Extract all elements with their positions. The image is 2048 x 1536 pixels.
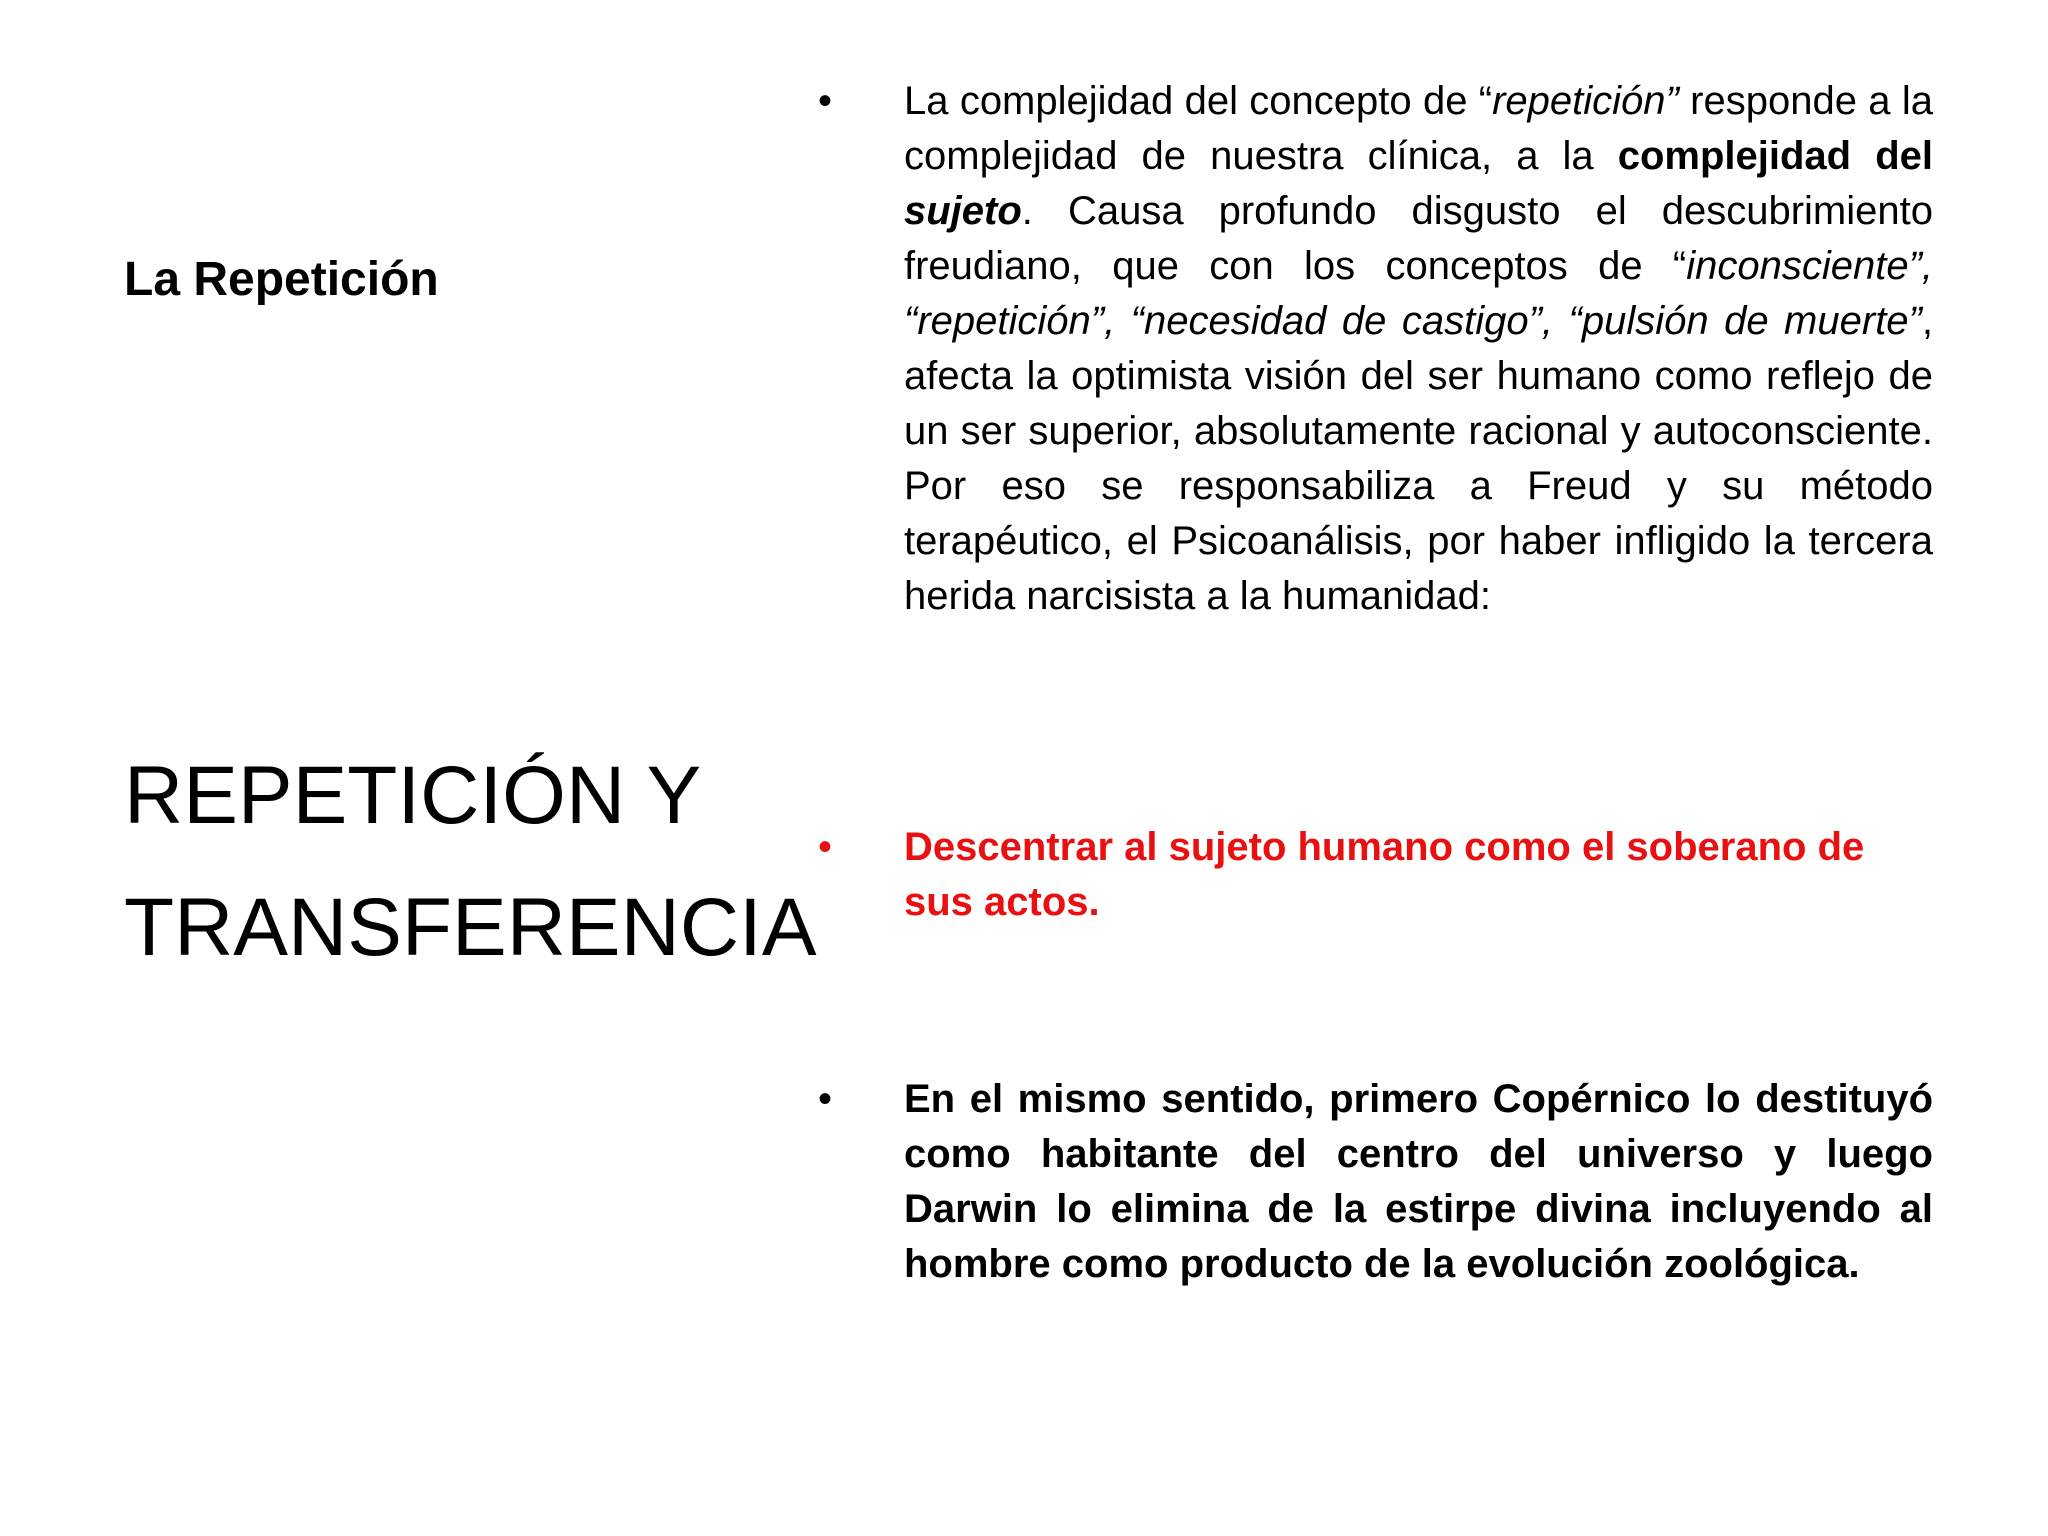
slide-title-line-1: REPETICIÓN Y xyxy=(124,750,702,841)
text-run-italic: inconsciente”, “repetición”, “necesidad de castigo”, “pulsión de muerte” xyxy=(904,244,1933,343)
text-run: , afecta la optimista visión del ser humano como reflejo de un ser superior, absolutamente racional y autoconsciente. Por eso se responsabiliza a Freud y su método terapéutico, el Psicoanálisis, por haber infligido la tercera herida narcisista a la humanidad: xyxy=(904,299,1933,618)
slide-subtitle: La Repetición xyxy=(124,253,439,306)
bullet-marker: • xyxy=(818,825,833,869)
bullet-marker: • xyxy=(818,79,833,123)
bullet-text-complejidad xyxy=(904,74,1933,624)
text-run: La complejidad del concepto de “ xyxy=(904,79,1493,123)
bullet-marker: • xyxy=(818,1077,833,1121)
slide-title xyxy=(124,730,824,994)
bullet-text-copernico: En el mismo sentido, primero Copérnico lo destituyó como habitante del centro del universo y luego Darwin lo elimina de la estirpe divina incluyendo al hombre como producto de la evolución zoológica. xyxy=(904,1077,1933,1286)
text-run-italic: repetición” xyxy=(1492,79,1679,123)
bullet-text-descentrar: Descentrar al sujeto humano como el soberano de sus actos. xyxy=(904,825,1865,924)
text-run: responde a la complejidad de nuestra clínica, a la xyxy=(904,79,1933,178)
text-run: . Causa profundo disgusto el descubrimiento freudiano, que con los conceptos de “ xyxy=(904,189,1933,288)
text-run-bold-italic: sujeto xyxy=(904,189,1022,233)
text-run-bold: complejidad del xyxy=(1617,134,1933,178)
slide-title-line-2: TRANSFERENCIA xyxy=(124,882,817,973)
